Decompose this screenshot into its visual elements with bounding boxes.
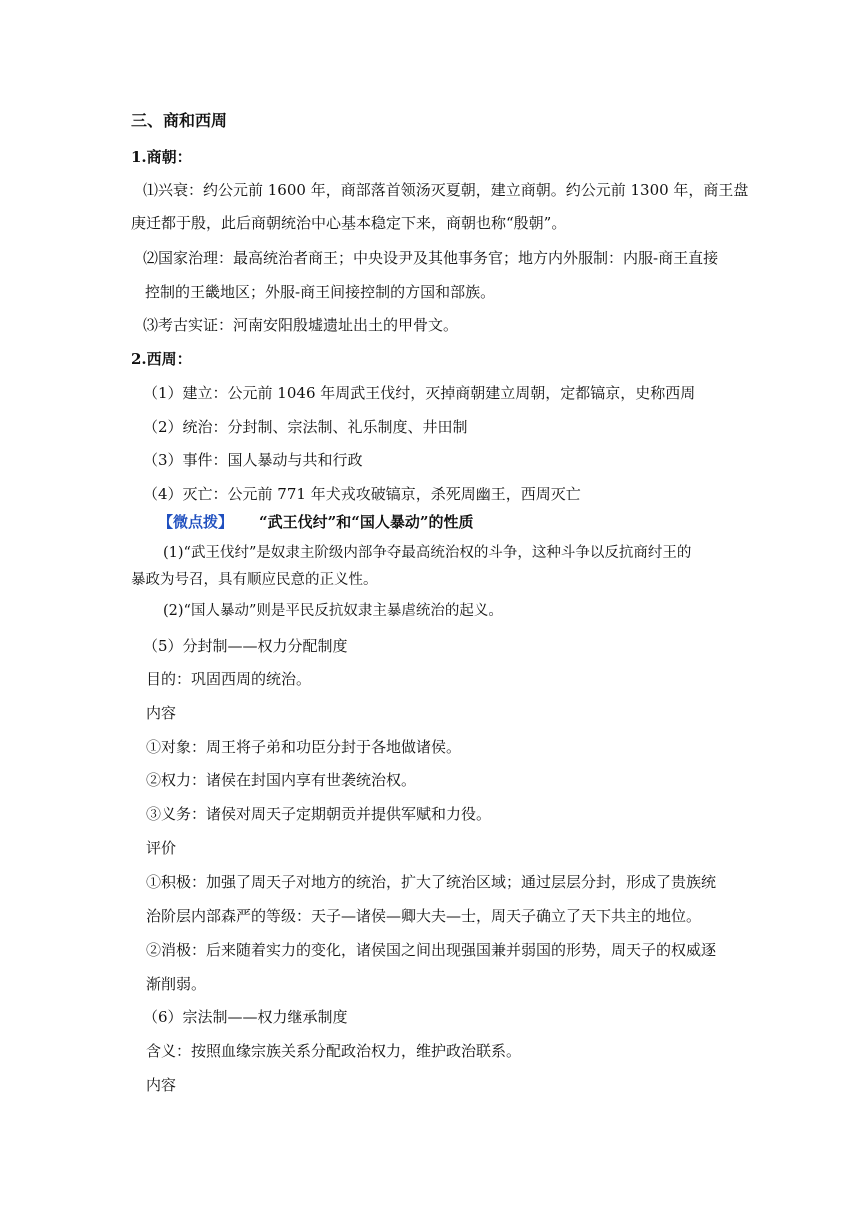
section-title: 三、商和西周: [131, 111, 228, 130]
enfeoffment-evaluation-label: 评价: [146, 839, 177, 857]
shang-rise-fall-line2: 庚迁都于殷，此后商朝统治中心基本稳定下来，商朝也称“殷朝”。: [131, 214, 567, 232]
enfeoffment-content-label: 内容: [146, 704, 177, 722]
enfeoffment-positive-line1: ①积极：加强了周天子对地方的统治，扩大了统治区域；通过层层分封，形成了贵族统: [146, 873, 717, 891]
shang-governance-line2: 控制的王畿地区；外服-商王间接控制的方国和部族。: [145, 283, 496, 301]
shang-governance-line1: ⑵国家治理：最高统治者商王；中央设尹及其他事务官；地方内外服制：内服-商王直接: [143, 249, 719, 267]
enfeoffment-negative-line1: ②消极：后来随着实力的变化，诸侯国之间出现强国兼并弱国的形势，周天子的权威逐: [146, 941, 717, 959]
enfeoffment-negative-line2: 渐削弱。: [146, 975, 207, 993]
enfeoffment-rights: ②权力：诸侯在封国内享有世袭统治权。: [146, 771, 417, 789]
shang-rise-fall-line1: ⑴兴衰：约公元前 1600 年，商部落首领汤灭夏朝，建立商朝。约公元前 1300 年，商王盘: [143, 181, 749, 199]
tip-point2: (2)“国人暴动”则是平民反抗奴隶主暴虐统治的起义。: [163, 603, 503, 619]
enfeoffment-purpose: 目的：巩固西周的统治。: [146, 670, 312, 688]
patriarchal-meaning: 含义：按照血缘宗族关系分配政治权力，维护政治联系。: [146, 1042, 522, 1060]
enfeoffment-title: （5）分封制——权力分配制度: [143, 637, 348, 655]
shang-heading: 1.商朝：: [131, 148, 192, 166]
tip-tag: 【微点拨】: [158, 513, 234, 531]
enfeoffment-duties: ③义务：诸侯对周天子定期朝贡并提供军赋和力役。: [146, 805, 492, 823]
tip-heading: [158, 512, 474, 532]
western-zhou-rule: （2）统治：分封制、宗法制、礼乐制度、井田制: [143, 418, 468, 436]
patriarchal-content-label: 内容: [146, 1076, 177, 1094]
western-zhou-events: （3）事件：国人暴动与共和行政: [143, 451, 363, 469]
patriarchal-title: （6）宗法制——权力继承制度: [143, 1008, 348, 1026]
tip-point1-line1: (1)“武王伐纣”是奴隶主阶级内部争夺最高统治权的斗争，这种斗争以反抗商纣王的: [163, 545, 692, 561]
tip-point1-line2: 暴政为号召，具有顺应民意的正义性。: [131, 572, 378, 588]
western-zhou-fall: （4）灭亡：公元前 771 年犬戎攻破镐京，杀死周幽王，西周灭亡: [143, 485, 581, 503]
enfeoffment-positive-line2: 治阶层内部森严的等级：天子—诸侯—卿大夫—士，周天子确立了天下共主的地位。: [146, 907, 702, 925]
shang-archaeology: ⑶考古实证：河南安阳殷墟遗址出土的甲骨文。: [143, 316, 459, 334]
tip-topic: “武王伐纣”和“国人暴动”的性质: [259, 513, 474, 531]
western-zhou-founding: （1）建立：公元前 1046 年周武王伐纣，灭掉商朝建立周朝，定都镐京，史称西周: [143, 384, 696, 402]
western-zhou-heading: 2.西周：: [131, 350, 192, 368]
enfeoffment-objects: ①对象：周王将子弟和功臣分封于各地做诸侯。: [146, 738, 462, 756]
